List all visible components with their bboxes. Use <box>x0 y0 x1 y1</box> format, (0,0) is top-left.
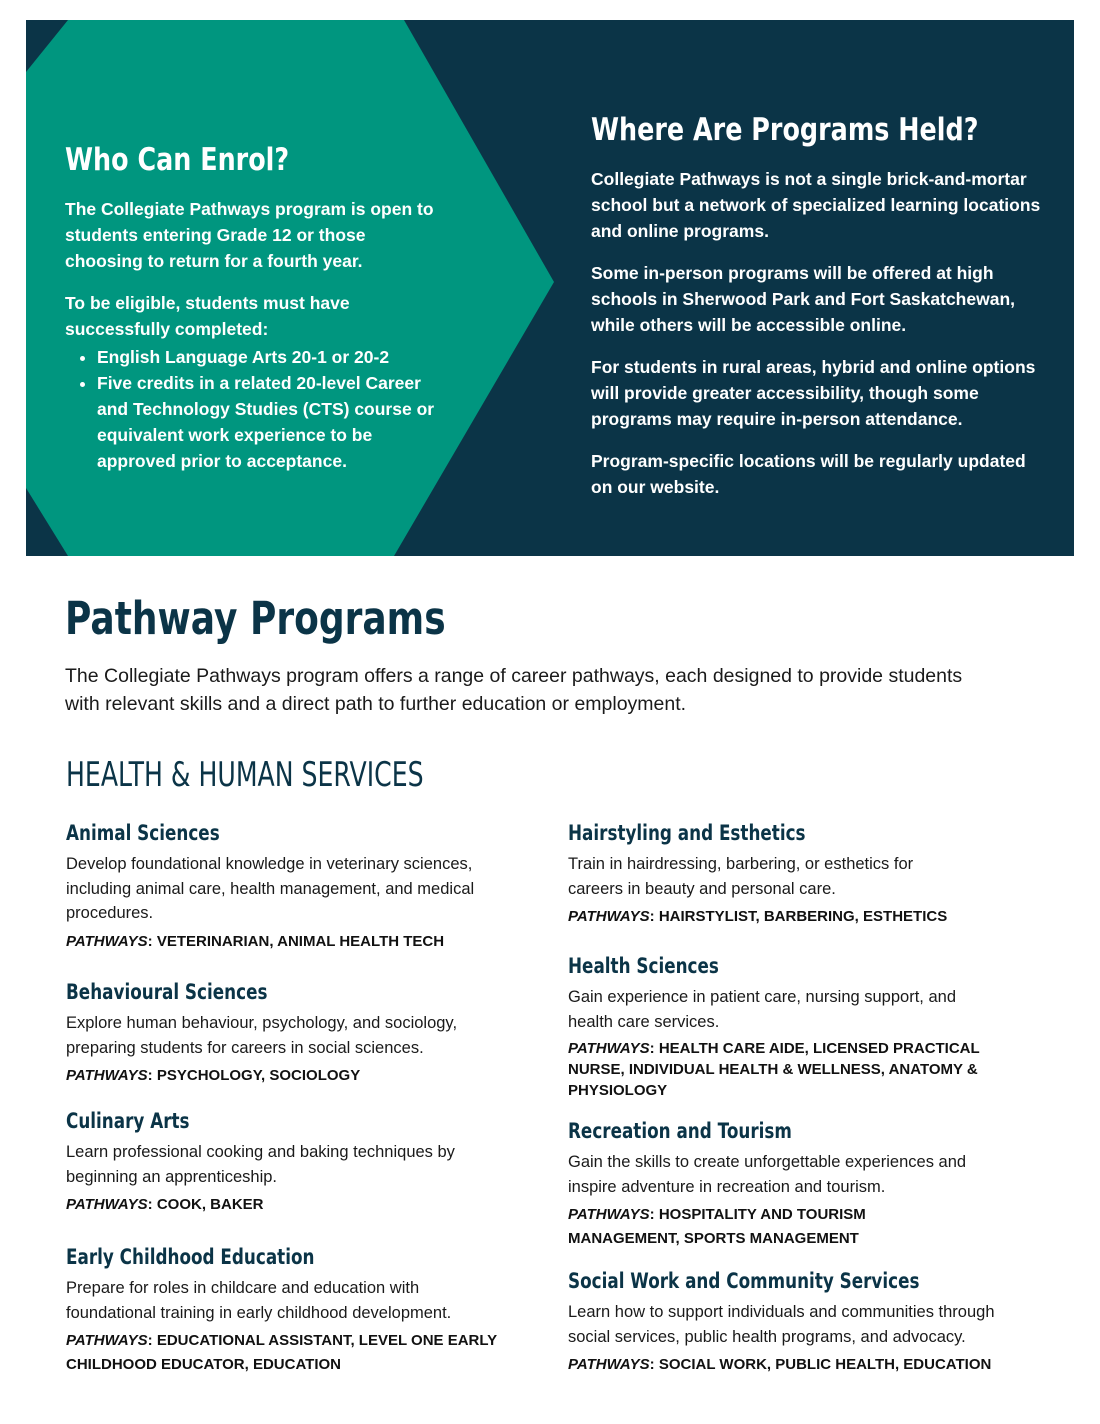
intro-paragraph: The Collegiate Pathways program offers a range of career pathways, each designed to provide students with relevant skills and a direct path to further education or employment. <box>65 665 963 715</box>
locations-paragraph: For students in rural areas, hybrid and online options will provide greater accessibility, though some programs may require in-person attendance. <box>591 357 1036 429</box>
pathways-list: VETERINARIAN, ANIMAL HEALTH TECH <box>156 932 445 950</box>
locations-paragraph: Some in-person programs will be offered at high schools in Sherwood Park and Fort Saskatchewan, while others will be accessible online. <box>591 263 1015 335</box>
program-name: Health Sciences <box>568 954 719 978</box>
locations-heading: Where Are Programs Held? <box>591 112 979 148</box>
pathways-label: PATHWAYS <box>568 908 650 925</box>
pathways-label: PATHWAYS <box>66 1332 148 1349</box>
program-name: Culinary Arts <box>66 1109 190 1133</box>
program-pathways: PATHWAYS: HEALTH CARE AIDE, LICENSED PRACTICAL NURSE, INDIVIDUAL HEALTH & WELLNESS, ANATOMY & PHYSIOLOGY <box>568 1040 980 1099</box>
program-description: Prepare for roles in childcare and education with foundational training in early childhood development. <box>66 1279 452 1322</box>
pathways-list: SOCIAL WORK, PUBLIC HEALTH, EDUCATION <box>658 1356 992 1373</box>
program-name: Hairstyling and Esthetics <box>568 821 806 845</box>
requirement-item: • English Language Arts 20-1 or 20-2 <box>97 344 445 370</box>
program-card <box>568 951 1013 1101</box>
pathways-list: EDUCATIONAL ASSISTANT, LEVEL ONE EARLY CHILDHOOD EDUCATOR, EDUCATION <box>66 1332 497 1373</box>
program-description: Gain experience in patient care, nursing support, and health care services. <box>568 988 956 1031</box>
program-name: Social Work and Community Services <box>568 1269 920 1293</box>
program-description: Learn professional cooking and baking techniques by beginning an apprenticeship. <box>66 1143 455 1186</box>
pathways-list: HAIRSTYLIST, BARBERING, ESTHETICS <box>658 908 948 925</box>
pathways-list: COOK, BAKER <box>156 1196 264 1213</box>
pathways-label: PATHWAYS <box>568 1206 650 1223</box>
pathways-label: PATHWAYS <box>66 1196 148 1213</box>
pathways-list: HOSPITALITY AND TOURISM MANAGEMENT, SPORTS MANAGEMENT <box>568 1206 866 1247</box>
info-banner <box>26 20 1074 556</box>
program-pathways: PATHWAYS: HOSPITALITY AND TOURISM MANAGEMENT, SPORTS MANAGEMENT <box>568 1206 866 1247</box>
enrol-column <box>65 138 445 474</box>
program-card <box>568 1266 1038 1377</box>
page-title: Pathway Programs <box>65 592 446 645</box>
locations-column <box>591 108 1051 516</box>
program-pathways: PATHWAYS: COOK, BAKER <box>66 1196 264 1213</box>
program-pathways: PATHWAYS: SOCIAL WORK, PUBLIC HEALTH, EDUCATION <box>568 1356 992 1373</box>
program-card <box>66 818 526 954</box>
program-card <box>568 1116 968 1251</box>
program-description: Explore human behaviour, psychology, and sociology, preparing students for careers in social sciences. <box>66 1014 458 1057</box>
program-pathways: PATHWAYS: PSYCHOLOGY, SOCIOLOGY <box>66 1067 361 1084</box>
pathways-label: PATHWAYS <box>568 1356 650 1373</box>
program-description: Learn how to support individuals and communities through social services, public health programs, and advocacy. <box>568 1303 995 1346</box>
locations-paragraph: Program-specific locations will be regularly updated on our website. <box>591 451 1026 497</box>
requirement-item: • Five credits in a related 20-level Career and Technology Studies (CTS) course or equivalent work experience to be approved prior to acceptance. <box>97 370 445 474</box>
program-description: Gain the skills to create unforgettable experiences and inspire adventure in recreation and tourism. <box>568 1153 967 1196</box>
requirements-list <box>65 344 445 474</box>
pathways-list: HEALTH CARE AIDE, LICENSED PRACTICAL NURSE, INDIVIDUAL HEALTH & WELLNESS, ANATOMY & PHYSIOLOGY <box>568 1040 980 1099</box>
enrol-heading: Who Can Enrol? <box>65 142 290 178</box>
program-pathways: PATHWAYS: EDUCATIONAL ASSISTANT, LEVEL ONE EARLY CHILDHOOD EDUCATOR, EDUCATION <box>66 1332 497 1373</box>
program-card <box>66 977 526 1088</box>
category-heading: HEALTH & HUMAN SERVICES <box>66 755 424 795</box>
program-card <box>66 1242 511 1377</box>
locations-paragraph: Collegiate Pathways is not a single brick-and-mortar school but a network of specialized learning locations and online programs. <box>591 169 1041 241</box>
pathways-label: PATHWAYS <box>66 1067 148 1084</box>
program-name: Animal Sciences <box>66 821 220 845</box>
program-name: Behavioural Sciences <box>66 980 268 1004</box>
pathways-list: PSYCHOLOGY, SOCIOLOGY <box>156 1067 361 1084</box>
program-card <box>568 818 968 929</box>
program-description: Develop foundational knowledge in veterinary sciences, including animal care, health management, and medical procedures. <box>66 855 475 922</box>
pathways-label: PATHWAYS <box>66 932 148 950</box>
eligibility-paragraph: To be eligible, students must have successfully completed: <box>65 293 350 339</box>
pathways-label: PATHWAYS <box>568 1040 650 1057</box>
program-description: Train in hairdressing, barbering, or esthetics for careers in beauty and personal care. <box>568 855 914 898</box>
program-pathways: PATHWAYS: HAIRSTYLIST, BARBERING, ESTHETICS <box>568 908 948 925</box>
program-name: Recreation and Tourism <box>568 1119 792 1143</box>
enrol-paragraph: The Collegiate Pathways program is open to students entering Grade 12 or those choosing to return for a fourth year. <box>65 199 434 271</box>
program-card <box>66 1106 526 1217</box>
program-name: Early Childhood Education <box>66 1245 315 1269</box>
program-pathways: PATHWAYS: VETERINARIAN, ANIMAL HEALTH TECH <box>66 932 445 950</box>
